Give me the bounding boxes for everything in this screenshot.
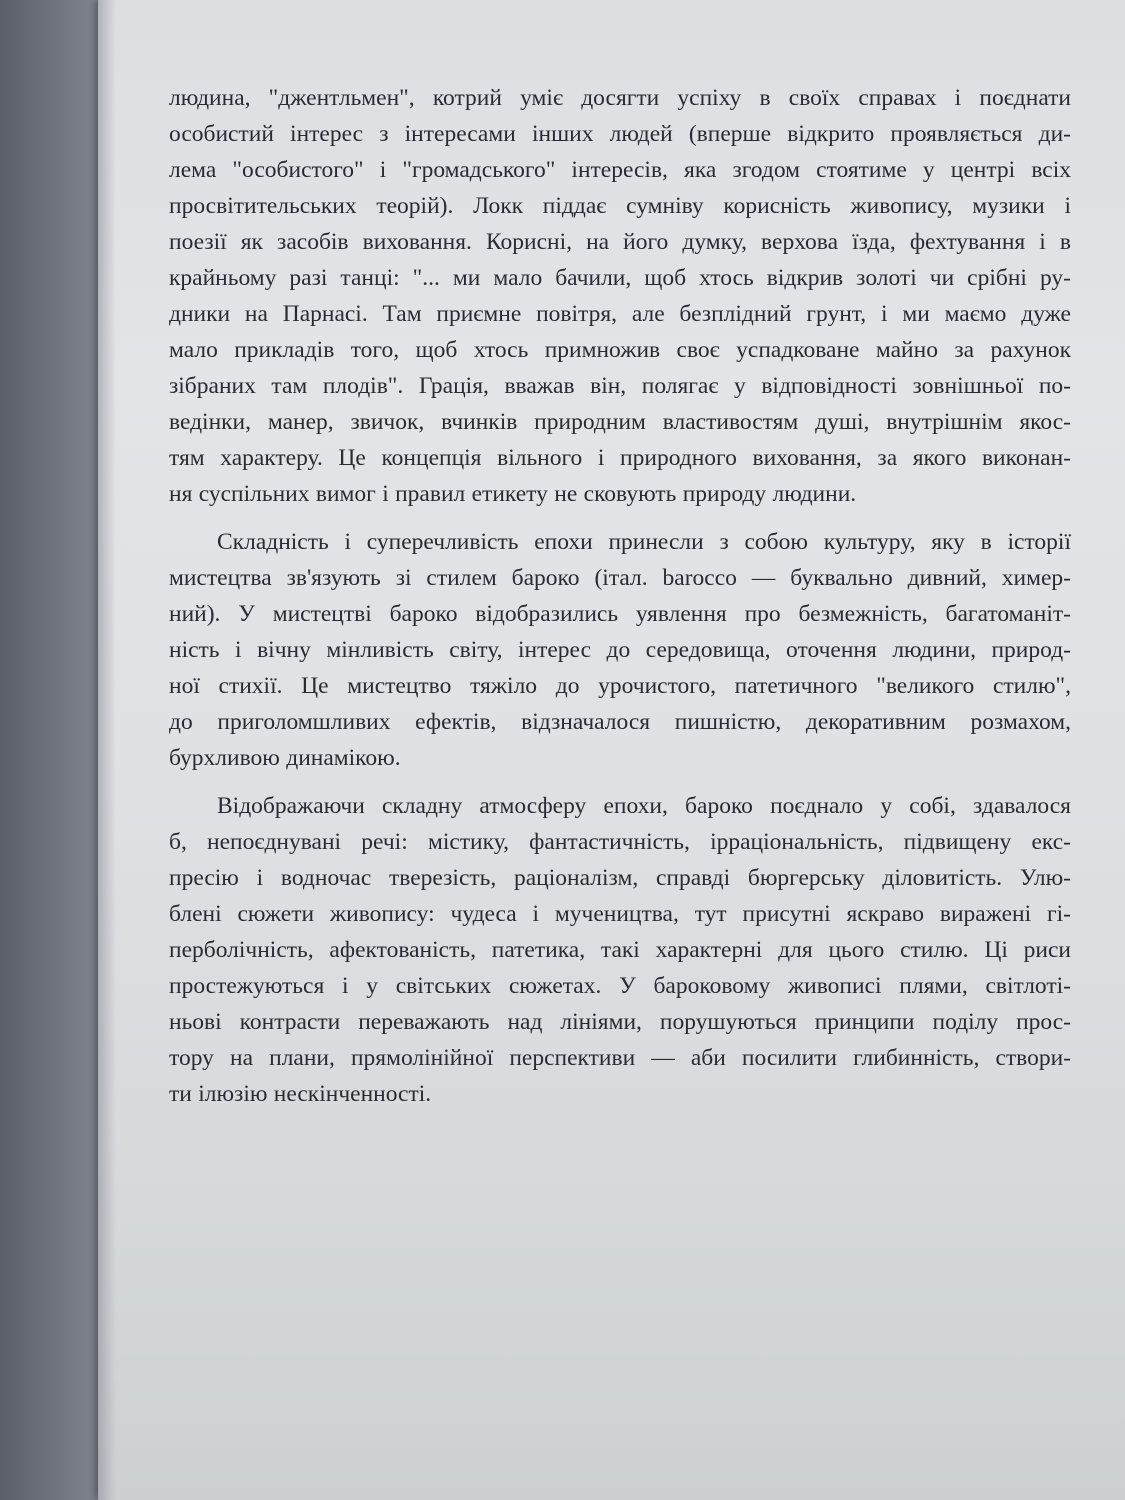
text-line: поезії як засобів виховання. Корисні, на його думку, верхова їзда, фехтування і в — [169, 229, 1071, 255]
text-line: особистий інтерес з інтересами інших людей (вперше відкрито проявляється ди- — [169, 121, 1071, 147]
paragraph-gap — [169, 512, 1071, 524]
book-page — [98, 0, 1125, 1500]
text-line: мало прикладів того, щоб хтось примножив своє успадковане майно за рахунок — [169, 337, 1071, 363]
paragraph-2 — [169, 524, 1071, 776]
text-line: ньові контрасти переважають над лініями, порушуються принципи поділу прос- — [169, 1009, 1071, 1035]
text-line: до приголомшливих ефектів, відзначалося пишністю, декоративним розмахом, — [169, 709, 1071, 735]
text-line: перболічність, афектованість, патетика, такі характерні для цього стилю. Ці риси — [169, 937, 1071, 963]
text-line: дники на Парнасі. Там приємне повітря, але безплідний грунт, і ми маємо дуже — [169, 301, 1071, 327]
text-line: тям характеру. Це концепція вільного і природного виховання, за якого виконан- — [169, 445, 1071, 471]
text-line: ня суспільних вимог і правил етикету не сковують природу людини. — [169, 481, 857, 507]
text-line: тору на плани, прямолінійної перспективи — аби посилити глибинність, створи- — [169, 1045, 1071, 1071]
text-line: ведінки, манер, звичок, вчинків природним властивостям душі, внутрішнім якос- — [169, 409, 1071, 435]
text-line: б, непоєднувані речі: містику, фантастичність, ірраціональність, підвищену екс- — [169, 829, 1071, 855]
paragraph-gap — [169, 776, 1071, 788]
text-line: ний). У мистецтві бароко відобразились уявлення про безмежність, багатоманіт- — [169, 601, 1071, 627]
text-line: людина, "джентльмен", котрий уміє досягти успіху в своїх справах і поєднати — [169, 85, 1071, 111]
text-line: Відображаючи складну атмосферу епохи, бароко поєднало у собі, здавалося — [217, 793, 1071, 819]
paragraph-3 — [169, 788, 1071, 1112]
text-line: простежуються і у світських сюжетах. У бароковому живописі плями, світлоті- — [169, 973, 1071, 999]
text-line: ної стихії. Це мистецтво тяжіло до урочистого, патетичного "великого стилю", — [169, 673, 1071, 699]
page-edge-shadow — [98, 0, 116, 1500]
paragraph-1 — [169, 80, 1071, 512]
text-line: Складність і суперечливість епохи принесли з собою культуру, яку в історії — [217, 529, 1071, 555]
text-line: просвітительських теорій). Локк піддає сумніву корисність живопису, музики і — [169, 193, 1071, 219]
page-text — [169, 80, 1071, 1112]
text-line: ти ілюзію нескінченності. — [169, 1081, 432, 1107]
text-line: ність і вічну мінливість світу, інтерес до середовища, оточення людини, природ- — [169, 637, 1071, 663]
text-line: зібраних там плодів". Грація, вважав він, полягає у відповідності зовнішньої по- — [169, 373, 1071, 399]
text-line: лема "особистого" і "громадського" інтересів, яка згодом стоятиме у центрі всіх — [169, 157, 1071, 183]
text-line: пресію і водночас тверезість, раціоналізм, справді бюргерську діловитість. Улю- — [169, 865, 1071, 891]
text-line: крайньому разі танці: "... ми мало бачили, щоб хтось відкрив золоті чи срібні ру- — [169, 265, 1071, 291]
text-line: блені сюжети живопису: чудеса і мучеництва, тут присутні яскраво виражені гі- — [169, 901, 1071, 927]
text-line: бурхливою динамікою. — [169, 745, 401, 771]
text-line: мистецтва зв'язують зі стилем бароко (італ. barocco — буквально дивний, химер- — [169, 565, 1071, 591]
